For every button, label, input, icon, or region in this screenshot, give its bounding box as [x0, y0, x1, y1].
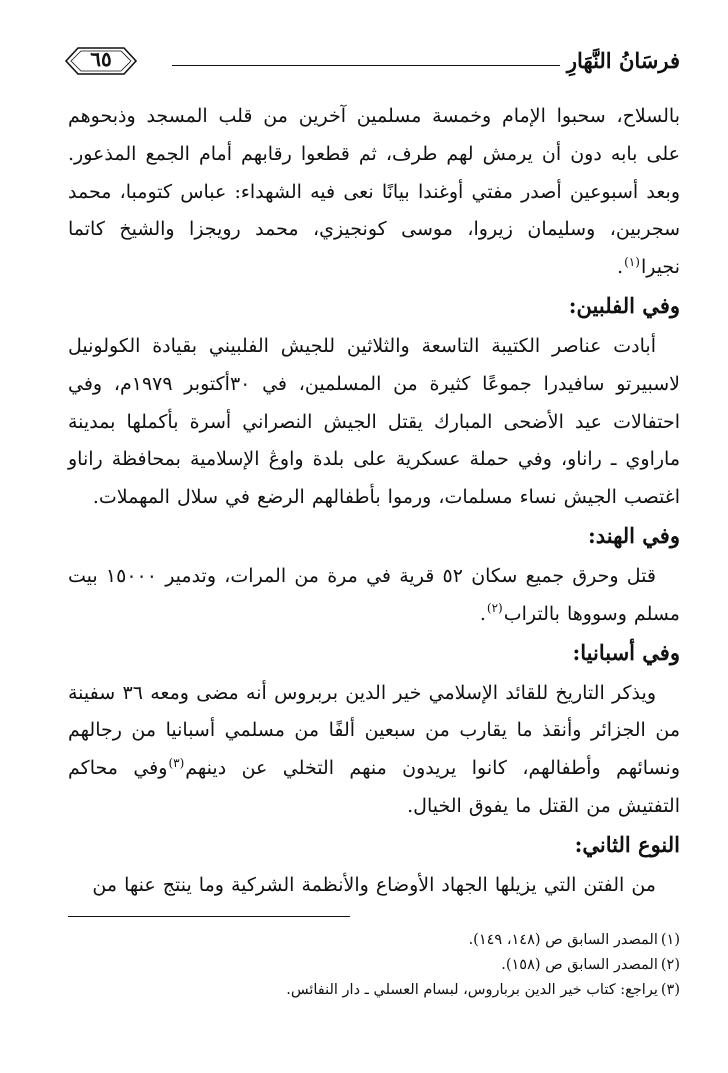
footnotes	[68, 928, 680, 1003]
footnote-ref: (٢)	[486, 601, 503, 616]
punctuation: .	[479, 602, 486, 625]
footnote-text: يراجع: كتاب خير الدين برباروس، لبسام العسلي ـ دار النفائس.	[286, 982, 658, 998]
page-number-badge	[62, 44, 140, 78]
footnote	[68, 978, 680, 1003]
footnote	[68, 928, 680, 953]
paragraph-uganda	[68, 98, 680, 287]
punctuation: .	[617, 256, 624, 279]
footnote-ref: (١)	[624, 254, 640, 269]
paragraph-text: قتل وحرق جميع سكان ٥٢ قرية في مرة من المرات، وتدمير ١٥٠٠٠ بيت مسلم وسووها بالتراب	[68, 564, 680, 625]
page-number: ٦٥	[90, 47, 112, 71]
paragraph-text: وفي محاكم التفتيش من القتل ما يفوق الخيال.	[68, 757, 680, 817]
heading-philippines: وفي الفلبين:	[568, 292, 680, 318]
footnote	[68, 953, 680, 978]
paragraph-text: ويذكر التاريخ للقائد الإسلامي خير الدين بربروس أنه مضى ومعه ٣٦ سفينة من الجزائر وأنقذ ما يقارب من سبعين ألفًا من مسلمي أسبانيا من رجالهم ونسائهم وأطفالهم، كانوا يريدون منهم التخلي عن دينهم	[68, 681, 681, 780]
page-body	[68, 98, 680, 905]
page-header	[62, 42, 680, 82]
running-title: فرسَانُ النَّهَارِ	[566, 48, 680, 73]
paragraph-india	[68, 558, 680, 634]
heading-india: وفي الهند:	[587, 522, 680, 548]
footnote-text: المصدر السابق ص (١٤٨، ١٤٩).	[468, 932, 658, 948]
footnote-mark: (١)	[660, 932, 680, 948]
footnote-ref: (٣)	[168, 755, 185, 770]
paragraph-spain	[68, 675, 680, 826]
paragraph-philippines: أبادت عناصر الكتيبة التاسعة والثلاثين للجيش الفلبيني بقيادة الكولونيل لاسبيرتو سافيدرا جموعًا كثيرة من المسلمين، في ٣٠أكتوبر ١٩٧٩م، وفي احتفالات عيد الأضحى المبارك يقتل الجيش النصراني أسرة بأكملها بمدينة ماراوي ـ راناو، وفي حملة عسكرية على بلدة واوڠ الإسلامية بمحافظة راناو اغتصب الجيش نساء مسلمات، ورموا بأطفالهم الرضع في سلال المهملات.	[68, 334, 681, 509]
footnote-mark: (٣)	[660, 982, 680, 998]
footnote-text: المصدر السابق ص (١٥٨).	[501, 957, 658, 973]
footnote-rule	[68, 916, 350, 917]
paragraph-text: بالسلاح، سحبوا الإمام وخمسة مسلمين آخرين من قلب المسجد وذبحوهم على بابه دون أن يرمش لهم طرف، ثم قطعوا رقابهم أمام الجمع المذعور. وبعد أسبوعين أصدر مفتي أوغندا بيانًا نعى فيه الشهداء: عباس كتومبا، محمد سجربين، وسليمان زيروا، موسى كونجيزي، محمد رويجزا والشيخ كاتما نجيرا	[68, 105, 680, 279]
paragraph-second-type: من الفتن التي يزيلها الجهاد الأوضاع والأنظمة الشركية وما ينتج عنها من	[92, 873, 656, 896]
footnote-mark: (٢)	[660, 957, 680, 973]
heading-spain: وفي أسبانيا:	[572, 639, 680, 665]
header-rule	[172, 65, 560, 66]
heading-second-type: النوع الثاني:	[574, 831, 680, 857]
